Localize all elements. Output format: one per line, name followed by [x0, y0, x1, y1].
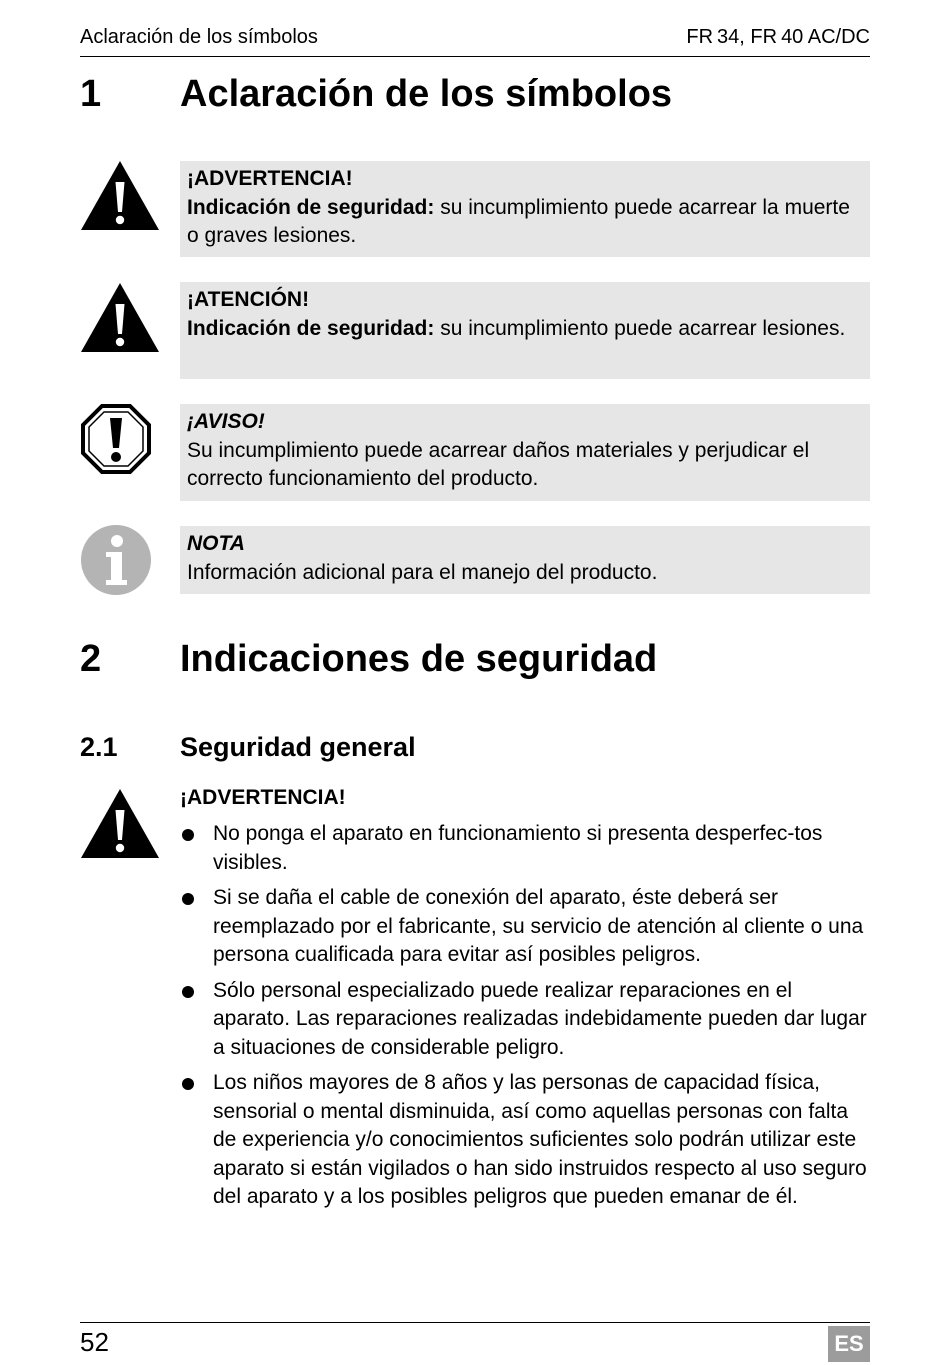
list-item-text: No ponga el aparato en funcionamiento si presenta desperfec-tos visibles.: [213, 822, 823, 874]
notice-caution: [180, 282, 870, 379]
notice-text: Información adicional para el manejo del producto.: [187, 560, 658, 584]
bullet-icon: [182, 1078, 194, 1090]
notice-notice: [180, 404, 870, 501]
list-item: [180, 1069, 870, 1212]
warning-title: ¡ADVERTENCIA!: [180, 786, 346, 809]
warning-triangle-icon: [80, 160, 160, 232]
header-model-name: FR 34, FR 40 AC/DC: [686, 26, 870, 48]
notice-title: ¡ATENCIÓN!: [187, 288, 310, 311]
section-title: Indicaciones de seguridad: [180, 638, 658, 680]
notice-text: su incumplimiento puede acarrear la muerte o graves lesiones.: [187, 195, 850, 247]
header-section-title: Aclaración de los símbolos: [80, 26, 318, 48]
octagon-exclamation-icon: [80, 403, 152, 475]
warning-triangle-icon: [80, 282, 160, 354]
notice-text: su incumplimiento puede acarrear lesiones.: [434, 316, 846, 340]
page-header: [80, 26, 870, 57]
warning-triangle-icon: [80, 788, 160, 860]
notice-warning: [180, 161, 870, 257]
section-number: 1: [80, 73, 102, 115]
list-item-text: Sólo personal especializado puede realizar reparaciones en el aparato. Las reparaciones realizadas indebidamente pueden dar lugar a situaciones de considerable peligro.: [213, 978, 867, 1059]
notice-lead: Indicación de seguridad:: [187, 195, 435, 219]
safety-bullet-list: [180, 820, 870, 1219]
notice-title: ¡ADVERTENCIA!: [187, 167, 353, 190]
notice-lead: Indicación de seguridad:: [187, 316, 435, 340]
section-number: 2: [80, 638, 102, 680]
bullet-icon: [182, 986, 194, 998]
section-title: Aclaración de los símbolos: [180, 73, 673, 115]
list-item: [180, 884, 870, 970]
list-item: [180, 977, 870, 1063]
info-circle-icon: [80, 524, 152, 596]
bullet-icon: [182, 829, 194, 841]
list-item: [180, 820, 870, 877]
notice-title: NOTA: [187, 532, 245, 555]
language-badge: ES: [828, 1326, 870, 1362]
page-footer: [80, 1322, 870, 1363]
notice-title: ¡AVISO!: [187, 410, 265, 433]
notice-note: [180, 526, 870, 594]
page-number: 52: [80, 1327, 109, 1357]
subsection-title: Seguridad general: [180, 732, 416, 762]
notice-text: Su incumplimiento puede acarrear daños materiales y perjudicar el correcto funcionamiento del producto.: [187, 438, 810, 490]
bullet-icon: [182, 893, 194, 905]
list-item-text: Si se daña el cable de conexión del aparato, éste deberá ser reemplazado por el fabricante, su servicio de atención al cliente o una persona cualificada para evitar así posibles peligros.: [213, 886, 864, 966]
subsection-number: 2.1: [80, 732, 118, 762]
list-item-text: Los niños mayores de 8 años y las personas de capacidad física, sensorial o mental disminuida, así como aquellas personas con falta de experiencia y/o conocimientos suficientes solo podrán utilizar este aparato si están vigilados o han sido instruidos respecto al uso seguro del aparato y a los posibles peligros que pueden emanar de él.: [213, 1071, 867, 1208]
